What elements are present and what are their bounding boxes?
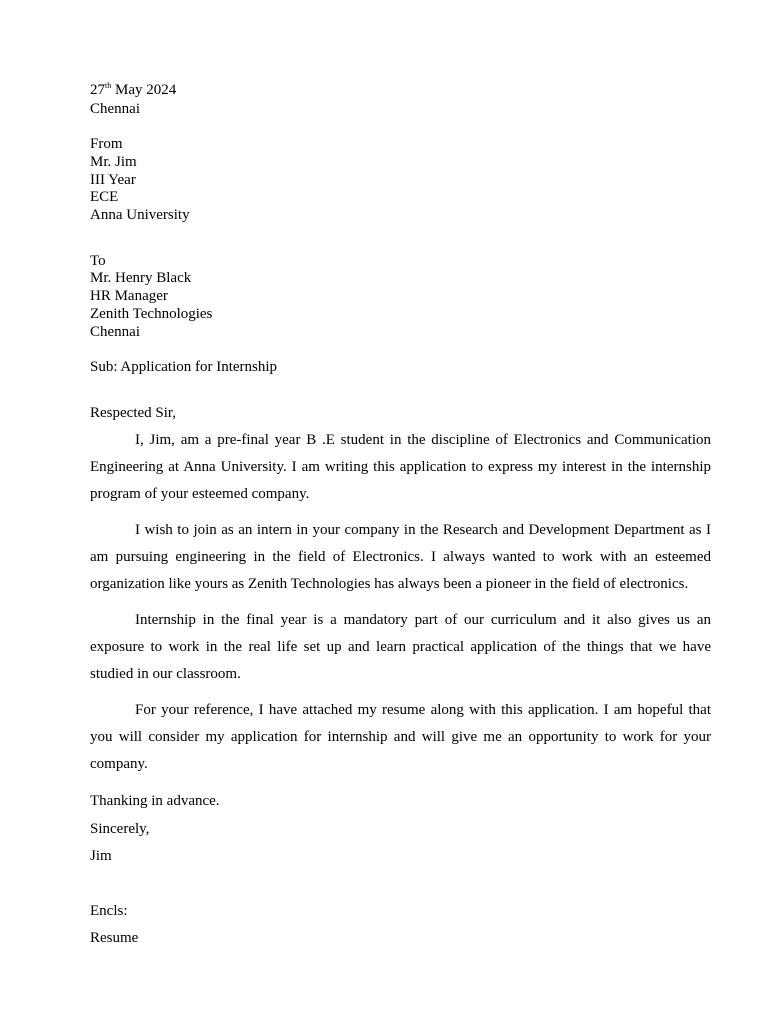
from-line: Mr. Jim: [90, 154, 137, 170]
letter-place: Chennai: [90, 101, 140, 117]
from-line: Anna University: [90, 207, 190, 223]
subject-line: Sub: Application for Internship: [90, 359, 278, 375]
body-paragraph: I, Jim, am a pre-final year B .E student in the discipline of Electronics and Communication Engineering at Anna University. I am writing this application to express my interest in the internship program of your esteemed company.: [90, 432, 711, 502]
enclosure-item: Resume: [90, 930, 139, 946]
body-paragraph: For your reference, I have attached my resume along with this application. I am hopeful that you will consider my application for internship and will give me an opportunity to work for your company.: [90, 702, 711, 772]
to-line: Mr. Henry Black: [90, 270, 192, 286]
from-heading: From: [90, 136, 123, 152]
salutation: Respected Sir,: [90, 405, 177, 421]
signature-name: Jim: [90, 848, 112, 864]
enclosures-heading: Encls:: [90, 903, 128, 919]
letter-date: 27th May 2024: [90, 81, 177, 98]
to-line: Zenith Technologies: [90, 306, 213, 322]
closing-thanks: Thanking in advance.: [90, 793, 220, 809]
to-line: HR Manager: [90, 288, 168, 304]
closing-signoff: Sincerely,: [90, 821, 150, 837]
from-line: III Year: [90, 172, 136, 188]
from-line: ECE: [90, 189, 119, 205]
to-line: Chennai: [90, 324, 140, 340]
body-paragraph: Internship in the final year is a mandatory part of our curriculum and it also gives us an exposure to work in the real life set up and learn practical application of the things that we have studied in our classroom.: [90, 612, 711, 682]
body-paragraph: I wish to join as an intern in your company in the Research and Development Department as I am pursuing engineering in the field of Electronics. I always wanted to work with an esteemed organization like yours as Zenith Technologies has always been a pioneer in the field of electronics.: [90, 522, 711, 592]
to-heading: To: [90, 253, 106, 269]
